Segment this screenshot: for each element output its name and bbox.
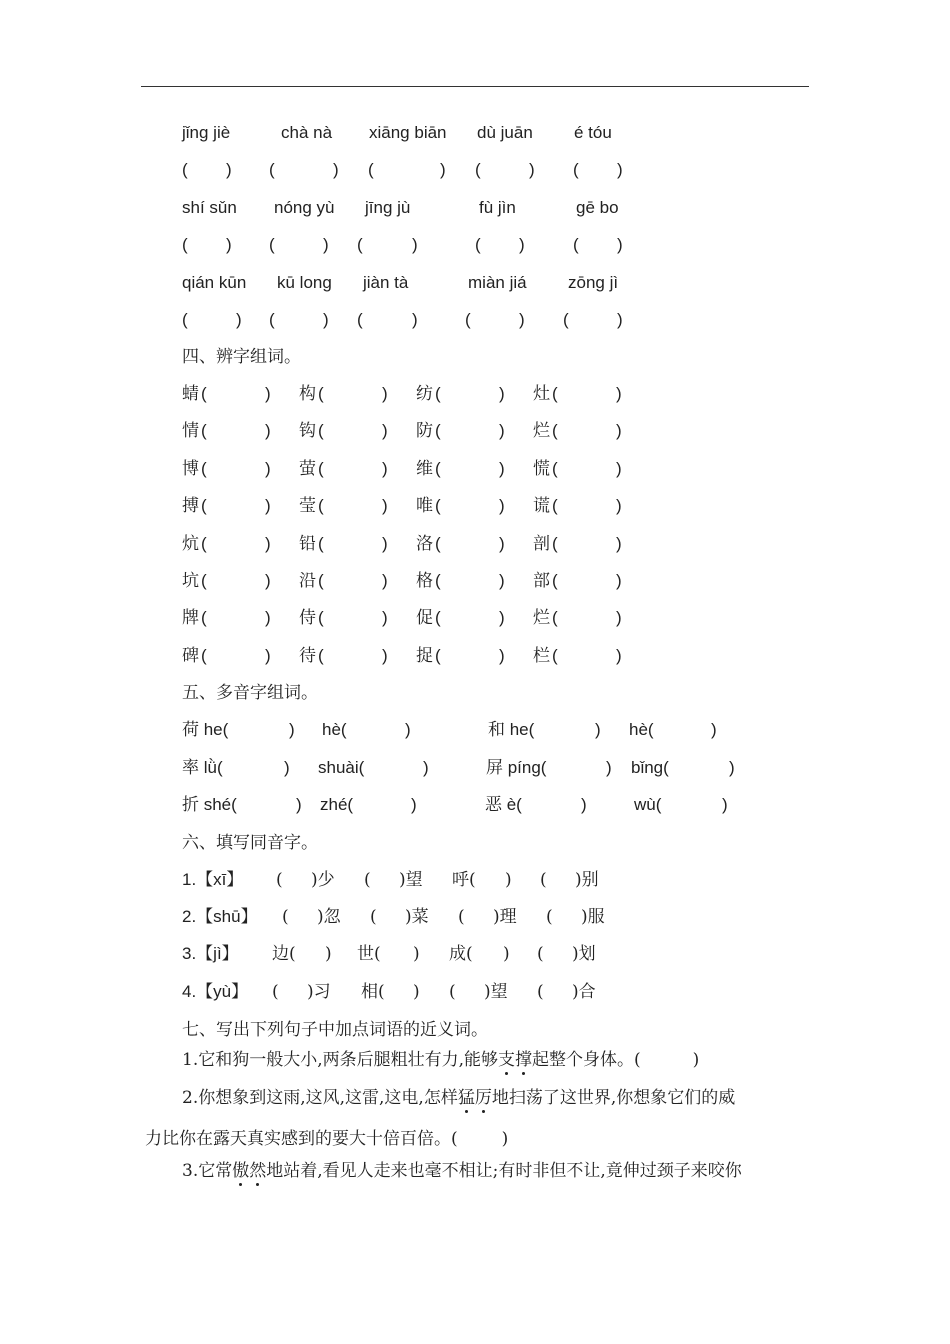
sentence-3 — [182, 1161, 742, 1181]
answer-paren: ( — [318, 384, 324, 403]
answer-paren: ) — [265, 458, 271, 478]
answer-paren: ) — [265, 496, 271, 516]
answer-paren: ( — [318, 645, 324, 665]
answer-paren: ( — [552, 533, 558, 553]
answer-paren: ) — [323, 310, 329, 329]
answer-paren: ( — [201, 458, 207, 478]
answer-paren: ) — [499, 533, 505, 553]
char-cell: 萤 — [299, 458, 316, 479]
homophone-part: )望 — [484, 982, 508, 1002]
char-cell: 唯 — [416, 496, 433, 517]
char-cell: 蜻 — [182, 384, 199, 404]
homophone-label: 4.【yù】 — [182, 982, 249, 1001]
answer-paren: ( — [182, 235, 188, 254]
answer-paren: ) — [499, 608, 505, 628]
pinyin-item: zōng jì — [568, 273, 619, 292]
answer-paren: ( — [552, 645, 558, 665]
pinyin-item: dù juān — [477, 123, 533, 142]
char-cell: 铅 — [299, 533, 316, 554]
sentence-text: 地站着,看见人走来也毫不相让;有时非但不让,竟伸过颈子来咬你 — [266, 1161, 742, 1181]
answer-paren: ( — [573, 160, 579, 179]
pinyin-item: qián kūn — [182, 273, 247, 292]
pinyin-item: jǐng jiè — [182, 123, 231, 142]
sentence-text: 力比你在露天真实感到的要大十倍百倍。( — [145, 1129, 458, 1149]
answer-paren: ( — [318, 458, 324, 478]
answer-paren: ( — [435, 421, 441, 441]
char-cell: 炕 — [182, 533, 199, 554]
answer-paren: ) — [519, 310, 525, 329]
answer-paren: ( — [552, 421, 558, 441]
polyphone-cell: wù( — [634, 795, 662, 814]
homophone-part: 呼( — [452, 870, 476, 890]
homophone-label: 3.【jì】 — [182, 944, 239, 963]
polyphone-cell: hè( — [322, 720, 347, 739]
sentence-1 — [182, 1050, 699, 1070]
answer-paren: ) — [501, 1129, 509, 1149]
answer-paren: ) — [265, 645, 271, 665]
answer-paren: ( — [201, 421, 207, 441]
pinyin-item: shí sǔn — [182, 198, 237, 217]
answer-paren: ) — [382, 645, 388, 665]
answer-paren: ( — [475, 235, 481, 254]
answer-paren: ) — [382, 533, 388, 553]
homophone-part: ) — [325, 944, 332, 964]
pinyin-item: gē bo — [576, 198, 619, 217]
homophone-part: ) — [413, 944, 420, 964]
homophone-part: ( — [449, 982, 456, 1002]
answer-paren: ( — [435, 571, 441, 590]
char-cell: 部 — [533, 571, 550, 591]
sentence-text: 地扫荡了这世界,你想象它们的威 — [491, 1088, 736, 1108]
answer-paren: ( — [182, 160, 188, 179]
answer-paren: ( — [201, 533, 207, 553]
polyphone-cell: 折 shé( — [182, 795, 237, 814]
char-cell: 谎 — [533, 496, 550, 517]
answer-paren: ) — [616, 458, 622, 478]
pinyin-item: kū long — [277, 273, 332, 292]
answer-paren: ( — [318, 533, 324, 553]
answer-paren: ) — [692, 1050, 700, 1070]
answer-paren: ) — [499, 421, 505, 441]
pinyin-item: xiāng biān — [369, 123, 447, 142]
char-cell: 促 — [416, 608, 433, 629]
polyphone-cell: 和 he( — [488, 720, 535, 739]
answer-paren: ) — [265, 421, 271, 441]
char-cell: 烂 — [533, 608, 550, 629]
char-cell: 剖 — [533, 533, 550, 554]
char-cell: 搏 — [182, 496, 199, 517]
answer-paren: ) — [617, 310, 623, 329]
answer-paren: ) — [284, 758, 290, 777]
answer-paren: ( — [182, 310, 188, 329]
answer-paren: ) — [236, 310, 242, 329]
answer-paren: ) — [595, 720, 601, 739]
char-cell: 栏 — [533, 645, 550, 666]
polyphone-cell: shuài( — [318, 758, 365, 777]
answer-paren: ) — [616, 608, 622, 628]
answer-paren: ) — [519, 235, 525, 254]
answer-paren: ( — [552, 608, 558, 628]
homophone-part: ( — [458, 907, 465, 927]
answer-paren: ( — [269, 310, 275, 329]
homophone-part: )习 — [307, 982, 331, 1002]
char-cell: 钩 — [299, 421, 316, 442]
char-cell: 格 — [416, 571, 433, 591]
dotted-char: 厉 — [474, 1088, 492, 1108]
answer-paren: ) — [616, 533, 622, 553]
section-heading: 六、填写同音字。 — [182, 833, 318, 853]
answer-paren: ) — [722, 795, 728, 814]
answer-paren: ) — [617, 160, 623, 179]
char-cell: 坑 — [182, 571, 199, 591]
char-cell: 洛 — [416, 533, 433, 554]
answer-paren: ) — [289, 720, 295, 739]
answer-paren: ( — [552, 458, 558, 478]
homophone-part: ) — [413, 982, 420, 1002]
answer-paren: ( — [357, 310, 363, 329]
homophone-part: 边( — [272, 944, 296, 964]
answer-paren: ( — [552, 571, 558, 590]
answer-paren: ) — [499, 645, 505, 665]
answer-paren: ) — [323, 235, 329, 254]
answer-paren: ) — [711, 720, 717, 739]
polyphone-cell: hè( — [629, 720, 654, 739]
answer-paren: ) — [296, 795, 302, 814]
answer-paren: ( — [269, 235, 275, 254]
answer-paren: ( — [435, 384, 441, 403]
char-cell: 情 — [182, 421, 199, 442]
homophone-part: )划 — [572, 944, 596, 964]
answer-paren: ( — [573, 235, 579, 254]
homophone-part: )忽 — [317, 907, 341, 927]
answer-paren: ) — [265, 533, 271, 553]
char-cell: 防 — [416, 421, 433, 442]
answer-paren: ( — [435, 608, 441, 628]
char-cell: 沿 — [299, 571, 316, 591]
answer-paren: ( — [357, 235, 363, 254]
char-cell: 灶 — [533, 384, 550, 404]
homophone-part: ( — [282, 907, 289, 927]
char-cell: 牌 — [182, 608, 199, 629]
pinyin-item: chà nà — [281, 123, 333, 142]
homophone-part: ( — [364, 870, 371, 890]
pinyin-item: miàn jiá — [468, 273, 527, 292]
answer-paren: ) — [581, 795, 587, 814]
answer-paren: ) — [265, 608, 271, 628]
answer-paren: ) — [405, 720, 411, 739]
answer-paren: ( — [435, 458, 441, 478]
homophone-part: 相( — [361, 982, 385, 1002]
pinyin-item: é tóu — [574, 123, 612, 142]
answer-paren: ) — [499, 571, 505, 590]
header-rule — [141, 86, 809, 87]
answer-paren: ) — [382, 421, 388, 441]
polyphone-cell: 恶 è( — [485, 795, 522, 814]
homophone-label: 2.【shū】 — [182, 907, 258, 926]
polyphone-cell: 屏 píng( — [486, 758, 547, 777]
answer-paren: ) — [382, 458, 388, 478]
answer-paren: ) — [606, 758, 612, 777]
homophone-part: ( — [546, 907, 553, 927]
homophone-part: )望 — [399, 870, 423, 890]
answer-paren: ) — [382, 384, 388, 403]
homophone-part: 世( — [357, 944, 381, 964]
answer-paren: ( — [201, 384, 207, 403]
homophone-part: ( — [540, 870, 547, 890]
homophone-part: ( — [537, 944, 544, 964]
sentence-2 — [182, 1088, 735, 1108]
answer-paren: ) — [411, 795, 417, 814]
char-cell: 烂 — [533, 421, 550, 442]
answer-paren: ) — [617, 235, 623, 254]
char-cell: 待 — [299, 645, 316, 666]
homophone-part: )服 — [581, 907, 605, 927]
sentence-2-cont — [145, 1129, 508, 1149]
answer-paren: ( — [368, 160, 374, 179]
answer-paren: ) — [382, 608, 388, 628]
answer-paren: ) — [226, 235, 232, 254]
char-cell: 莹 — [299, 496, 316, 517]
answer-paren: ) — [499, 496, 505, 516]
homophone-part: 成( — [449, 944, 473, 964]
section-heading: 四、辨字组词。 — [182, 347, 301, 367]
char-cell: 纺 — [416, 384, 433, 404]
answer-paren: ) — [499, 384, 505, 403]
answer-paren: ) — [616, 571, 622, 590]
answer-paren: ( — [563, 310, 569, 329]
answer-paren: ) — [529, 160, 535, 179]
answer-paren: ) — [265, 384, 271, 403]
char-cell: 博 — [182, 458, 199, 479]
answer-paren: ) — [616, 384, 622, 403]
homophone-part: ) — [505, 870, 512, 890]
answer-paren: ( — [552, 496, 558, 516]
answer-paren: ( — [435, 533, 441, 553]
sentence-text: 起整个身体。( — [532, 1050, 641, 1070]
dotted-char: 然 — [249, 1161, 267, 1181]
sentence-text: 1.它和狗一般大小,两条后腿粗壮有力,能够 — [182, 1050, 499, 1070]
answer-paren: ( — [318, 421, 324, 441]
answer-paren: ) — [412, 235, 418, 254]
answer-paren: ) — [616, 496, 622, 516]
answer-paren: ) — [423, 758, 429, 777]
answer-paren: ( — [318, 496, 324, 516]
pinyin-item: nóng yù — [274, 198, 335, 217]
answer-paren: ) — [440, 160, 446, 179]
dotted-char: 撑 — [515, 1050, 533, 1070]
char-cell: 构 — [299, 384, 316, 404]
answer-paren: ( — [318, 608, 324, 628]
homophone-part: )理 — [493, 907, 517, 927]
answer-paren: ) — [412, 310, 418, 329]
section-heading: 五、多音字组词。 — [182, 683, 318, 703]
char-cell: 侍 — [299, 608, 316, 629]
char-cell: 维 — [416, 458, 433, 479]
homophone-part: )合 — [572, 982, 596, 1002]
homophone-part: ( — [370, 907, 377, 927]
sentence-text: 2.你想象到这雨,这风,这雷,这电,怎样 — [182, 1088, 458, 1108]
answer-paren: ( — [465, 310, 471, 329]
homophone-part: ( — [272, 982, 279, 1002]
answer-paren: ) — [265, 571, 271, 590]
answer-paren: ( — [201, 571, 207, 590]
answer-paren: ) — [226, 160, 232, 179]
dotted-char: 猛 — [457, 1088, 475, 1108]
char-cell: 捉 — [416, 645, 433, 666]
homophone-label: 1.【xī】 — [182, 870, 244, 889]
answer-paren: ) — [616, 421, 622, 441]
answer-paren: ( — [201, 608, 207, 628]
answer-paren: ( — [435, 645, 441, 665]
answer-paren: ) — [382, 496, 388, 516]
dotted-char: 傲 — [232, 1161, 250, 1181]
answer-paren: ) — [333, 160, 339, 179]
homophone-part: )别 — [575, 870, 599, 890]
polyphone-cell: 荷 he( — [182, 720, 229, 739]
homophone-part: )菜 — [405, 907, 429, 927]
answer-paren: ( — [552, 384, 558, 403]
answer-paren: ) — [382, 571, 388, 590]
dotted-char: 支 — [498, 1050, 516, 1070]
char-cell: 碑 — [182, 645, 199, 666]
answer-paren: ) — [616, 645, 622, 665]
homophone-part: ) — [503, 944, 510, 964]
pinyin-item: jīng jù — [365, 198, 411, 217]
answer-paren: ( — [269, 160, 275, 179]
pinyin-item: fù jìn — [479, 198, 516, 217]
polyphone-cell: 率 lǜ( — [182, 758, 223, 777]
sentence-text: 3.它常 — [182, 1161, 233, 1181]
answer-paren: ( — [201, 645, 207, 665]
polyphone-cell: bǐng( — [631, 758, 669, 777]
answer-paren: ) — [729, 758, 735, 777]
polyphone-cell: zhé( — [320, 795, 354, 814]
answer-paren: ( — [201, 496, 207, 516]
answer-paren: ( — [475, 160, 481, 179]
homophone-part: ( — [537, 982, 544, 1002]
section-heading: 七、写出下列句子中加点词语的近义词。 — [182, 1020, 488, 1040]
homophone-part: )少 — [311, 870, 335, 890]
answer-paren: ) — [499, 458, 505, 478]
char-cell: 慌 — [533, 458, 550, 479]
answer-paren: ( — [435, 496, 441, 516]
pinyin-item: jiàn tà — [363, 273, 409, 292]
homophone-part: ( — [276, 870, 283, 890]
answer-paren: ( — [318, 571, 324, 590]
